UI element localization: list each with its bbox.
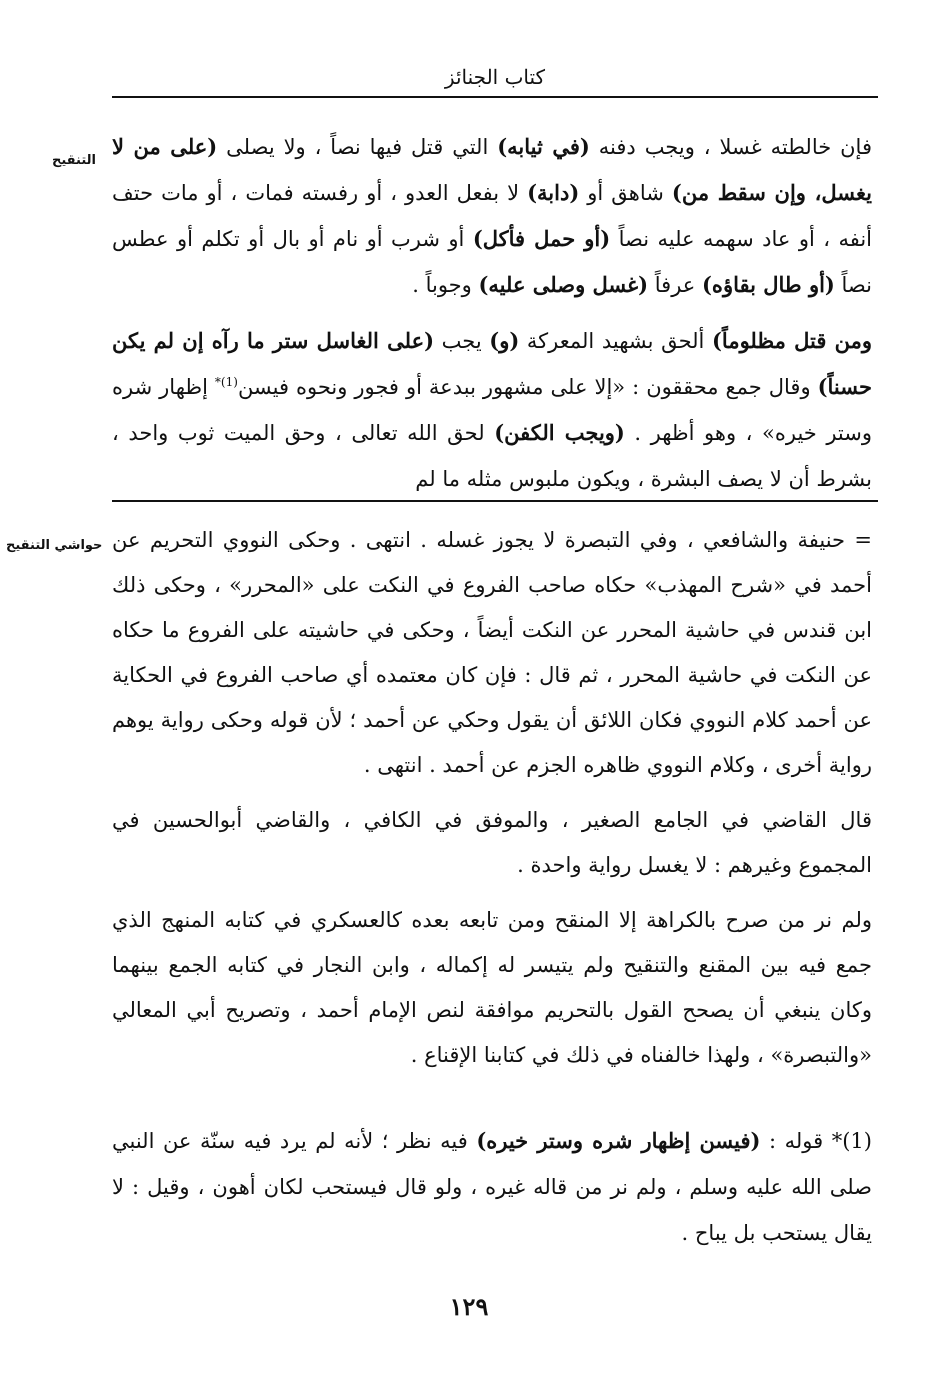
commentary-paragraph-1: = حنيفة والشافعي ، وفي التبصرة لا يجوز غسله . انتهى . وحكى النووي التحريم عن أحمد في «شرح المهذب» حكاه صاحب الفروع في النكت على «المحرر» ، وحكى ذلك ابن قندس في حاشية المحرر عن النكت أيضاً ، وحكى في حاشيته على الفروع ما حكاه عن النكت في حاشية المحرر ، ثم قال : فإن كان معتمده أي صاحب الفروع في الحكاية عن أحمد كلام النووي فكان اللائق أن يقول وحكي عن أحمد ؛ لأن قوله وحكى رواية يوهم رواية أخرى ، وكلام النووي ظاهره الجزم عن أحمد . انتهى . — [112, 528, 872, 777]
main-commentary-rule — [112, 500, 878, 502]
main-p1-seg: شاهق أو — [579, 181, 672, 205]
main-text — [112, 124, 872, 502]
main-p1-seg: التي قتل فيها نصاً ، ولا يصلى — [217, 135, 498, 159]
main-p2-seg: إظهار شره وستر خيره» ، وهو أظهر . — [112, 375, 872, 445]
commentary-text — [112, 518, 872, 1078]
main-p2-seg: ألحق بشهيد المعركة — [519, 329, 712, 353]
main-p1-seg: (أو حمل فأكل) — [472, 226, 611, 251]
main-p1-seg: (دابة) — [527, 180, 580, 205]
footnote-reference: (1)* — [214, 375, 238, 389]
commentary-paragraph-2: قال القاضي في الجامع الصغير ، والموفق في الكافي ، والقاضي أبوالحسين في المجموع وغيرهم : لا يغسل رواية واحدة . — [112, 808, 872, 877]
main-p2-seg: (ويجب الكفن) — [494, 420, 625, 445]
main-p2-seg: يجب — [434, 329, 490, 353]
main-paragraph-1 — [112, 124, 872, 308]
footnote-marker: (1)* — [831, 1129, 872, 1153]
main-p1-seg: (على من لا يغسل، وإن سقط من) — [112, 134, 872, 205]
header-rule — [112, 96, 878, 98]
footnote-paragraph — [112, 1118, 872, 1256]
main-p1-seg: (غسل وصلى عليه) — [478, 272, 649, 297]
side-label-main: التنقيح — [52, 153, 96, 168]
main-p1-seg: عرفاً — [648, 273, 702, 297]
main-p1-seg: لا بفعل العدو ، أو رفسته فمات ، أو مات حتف أنفه ، أو عاد سهمه عليه نصاً — [112, 181, 873, 251]
side-label-commentary: حواشي التنقيح — [6, 538, 103, 553]
main-p1-seg: وجوباً . — [412, 273, 479, 297]
main-p1-seg: فإن خالطته غسلا ، ويجب دفنه — [589, 135, 872, 159]
footnote-quote: (فيسن إظهار شره وستر خيره) — [476, 1128, 761, 1153]
main-p1-seg: أو شرب أو نام أو بال أو تكلم أو عطس نصاً — [112, 227, 872, 297]
running-header: كتاب الجنائز — [444, 65, 546, 89]
main-p1-seg: (أو طال بقاؤه) — [702, 272, 835, 297]
main-p2-seg: (و) — [489, 328, 520, 353]
main-p2-seg: ومن قتل مظلوماً) — [712, 328, 872, 353]
commentary-paragraph-3: ولم نر من صرح بالكراهة إلا المنقح ومن تابعه بعده كالعسكري في كتابه المنهج الذي جمع فيه بين المقنع والتنقيح ولم يتيسر له إكماله ، وابن النجار في كتابه الجمع بينهما وكان ينبغي أن يصحح القول بالتحريم موافقة لنص الإمام أحمد ، وتصريح أبي المعالي «والتبصرة» ، ولهذا خالفناه في ذلك في كتابنا الإقناع . — [112, 908, 872, 1067]
main-p2-seg: لحق الله تعالى ، وحق الميت ثوب واحد ، بشرط أن لا يصف البشرة ، ويكون ملبوس مثله ما لم — [112, 421, 872, 491]
footnote-rest: فيه نظر ؛ لأنه لم يرد فيه سنّة عن النبي صلى الله عليه وسلم ، ولم نر من قاله غيره ، ولو قال فيستحب لكان أهون ، وقيل : لا يقال يستحب بل يباح . — [112, 1129, 872, 1245]
main-p2-seg: وقال جمع محققون : «إلا على مشهور ببدعة أو فجور ونحوه فيسن — [237, 375, 818, 399]
main-p2-seg: (على الغاسل ستر ما رآه إن لم يكن حسناً) — [112, 328, 872, 399]
page-number: ١٢٩ — [449, 1292, 489, 1321]
main-paragraph-2 — [112, 318, 872, 502]
main-p1-seg: (في ثيابه) — [497, 134, 590, 159]
footnote-lead: قوله : — [760, 1129, 832, 1153]
footnote — [112, 1118, 872, 1256]
